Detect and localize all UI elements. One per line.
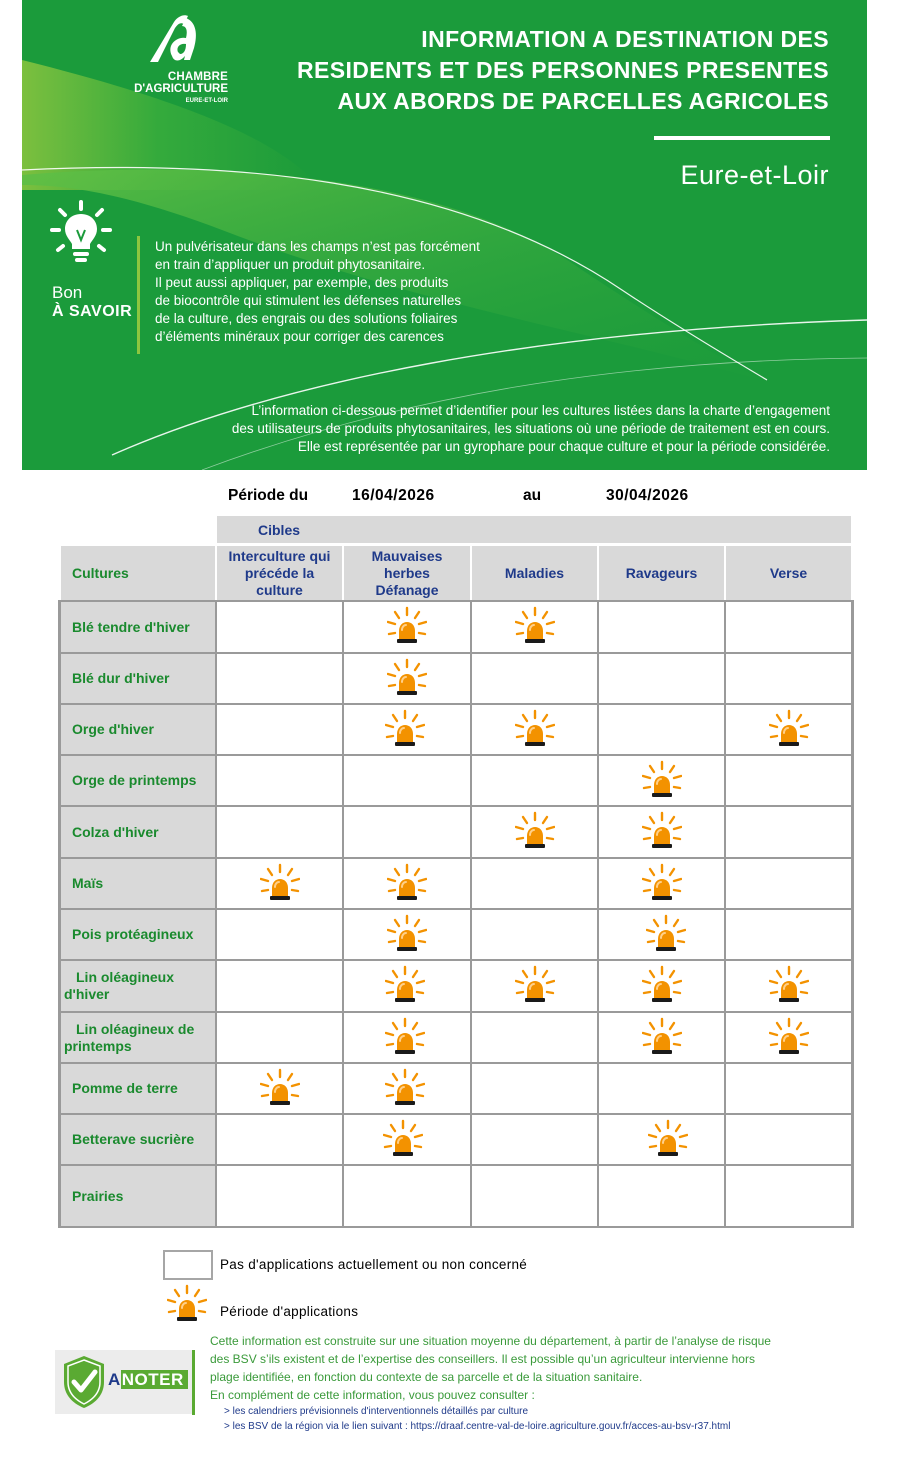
table-cell	[344, 705, 470, 754]
column-header: Ravageurs	[599, 546, 724, 600]
beacon-icon	[515, 811, 555, 849]
bon-a-savoir-line: de biocontrôle qui stimulent les défenses naturelles	[155, 293, 462, 308]
title-line: AUX ABORDS DE PARCELLES AGRICOLES	[337, 88, 829, 114]
beacon-icon	[642, 965, 682, 1003]
cultures-header: Cultures	[61, 546, 215, 600]
table-cell	[726, 756, 851, 805]
table-cell	[344, 654, 470, 703]
table-cell	[599, 807, 724, 857]
crop-name: Blé dur d'hiver	[61, 654, 215, 703]
table-cell	[726, 1064, 851, 1113]
table-cell	[472, 1115, 597, 1164]
title-line: INFORMATION A DESTINATION DES	[421, 26, 829, 52]
table-cell	[472, 705, 597, 754]
bon-a-savoir-line: de la culture, des engrais ou des solutions foliaires	[155, 311, 458, 326]
table-cell	[599, 1115, 724, 1164]
crop-name	[61, 1013, 215, 1062]
lightbulb-icon	[50, 200, 112, 266]
crop-name: Betterave sucrière	[61, 1115, 215, 1164]
beacon-icon	[769, 965, 809, 1003]
bon-a-savoir-line: Un pulvérisateur dans les champs n’est pas forcément	[155, 239, 480, 254]
table-cell	[599, 961, 724, 1011]
legend-empty-label: Pas d'applications actuellement ou non concerné	[220, 1257, 528, 1272]
table-cell	[472, 961, 597, 1011]
crop-name: Pomme de terre	[61, 1064, 215, 1113]
table-cell	[472, 602, 597, 652]
cibles-header	[217, 516, 851, 543]
beacon-icon	[646, 914, 686, 952]
table-cell	[344, 807, 470, 857]
table-cell	[726, 910, 851, 959]
table-cell	[217, 705, 342, 754]
table-cell	[217, 910, 342, 959]
column-header: Maladies	[472, 546, 597, 600]
beacon-icon	[387, 606, 427, 644]
table-cell	[472, 756, 597, 805]
table-cell	[599, 1166, 724, 1226]
title-line: RESIDENTS ET DES PERSONNES PRESENTES	[296, 57, 829, 83]
crop-name-line: Lin oléagineux	[76, 969, 175, 985]
a-noter-label	[108, 1370, 188, 1390]
beacon-icon	[387, 658, 427, 696]
table-cell	[344, 1013, 470, 1062]
table-cell	[344, 756, 470, 805]
cibles-label: Cibles	[258, 522, 301, 538]
table-cell	[217, 1064, 342, 1113]
table-cell	[344, 1166, 470, 1226]
beacon-icon	[387, 863, 427, 901]
table-cell	[726, 807, 851, 857]
crop-name: Blé tendre d'hiver	[61, 602, 215, 652]
crop-name: Orge d'hiver	[61, 705, 215, 754]
header-banner	[22, 0, 867, 470]
table-cell	[599, 1064, 724, 1113]
crop-name-line: d'hiver	[64, 986, 110, 1002]
beacon-icon	[385, 1017, 425, 1055]
logo-line-2: D'AGRICULTURE	[134, 83, 228, 95]
table-cell	[344, 910, 470, 959]
a-noter-letter: A	[108, 1370, 121, 1389]
legend-period-label: Période d'applications	[220, 1304, 359, 1319]
info-paragraph	[130, 402, 830, 456]
calendar-link[interactable]: > les calendriers prévisionnels d'interventionnels détaillés par culture	[224, 1406, 529, 1417]
crop-name-line: Lin oléagineux de	[76, 1021, 195, 1037]
bon-a-savoir-line: Il peut aussi appliquer, par exemple, des produits	[155, 275, 449, 290]
beacon-icon	[642, 811, 682, 849]
logo-line-3: EURE-ET-LOIR	[185, 98, 228, 104]
period-separator: au	[523, 487, 542, 504]
shield-check-icon	[61, 1354, 107, 1410]
bon-a-savoir-line: en train d’appliquer un produit phytosanitaire.	[155, 257, 426, 272]
page-title	[269, 24, 829, 117]
note-line: En complément de cette information, vous pouvez consulter :	[210, 1388, 535, 1402]
chambre-agriculture-logo	[118, 14, 228, 110]
beacon-icon	[769, 709, 809, 747]
beacon-icon	[387, 914, 427, 952]
table-cell	[599, 910, 724, 959]
beacon-icon	[515, 606, 555, 644]
crop-name	[61, 961, 215, 1011]
beacon-icon	[385, 965, 425, 1003]
beacon-icon	[642, 863, 682, 901]
note-line: des BSV s’ils existent et de l’expertise des conseillers. Il est possible qu’un agriculteur intervienne hors	[210, 1352, 755, 1366]
info-line: des utilisateurs de produits phytosanitaires, les situations où une période de traitement est en cours.	[231, 421, 830, 436]
a-savoir-label: À SAVOIR	[52, 303, 133, 320]
bon-a-savoir-text	[155, 238, 535, 346]
period-start-date: 16/04/2026	[352, 487, 435, 504]
note-divider	[192, 1350, 195, 1415]
beacon-icon	[260, 1068, 300, 1106]
column-header: Verse	[726, 546, 851, 600]
note-links	[224, 1404, 730, 1434]
table-cell	[472, 910, 597, 959]
beacon-icon	[385, 709, 425, 747]
bon-label: Bon	[52, 283, 83, 302]
period-label: Période du	[228, 487, 309, 504]
table-cell	[472, 654, 597, 703]
department-name: Eure-et-Loir	[680, 160, 829, 190]
beacon-icon	[648, 1119, 688, 1157]
note-text	[210, 1332, 870, 1404]
beacon-icon	[385, 1068, 425, 1106]
period-end-date: 30/04/2026	[606, 487, 689, 504]
table-cell	[344, 1115, 470, 1164]
table-cell	[726, 1166, 851, 1226]
crop-name: Maïs	[61, 859, 215, 908]
logo-line-1: CHAMBRE	[167, 71, 228, 83]
note-line: plage identifiée, en fonction du contexte de sa parcelle et de la situation sanitaire.	[210, 1370, 643, 1384]
table-cell	[726, 1115, 851, 1164]
crop-name: Orge de printemps	[61, 756, 215, 805]
title-divider	[654, 136, 830, 140]
table-cell	[344, 1064, 470, 1113]
table-cell	[599, 654, 724, 703]
table-cell	[472, 1166, 597, 1226]
table-cell	[599, 756, 724, 805]
table-cell	[217, 961, 342, 1011]
table-cell	[472, 859, 597, 908]
column-header: Interculture qui précéde la culture	[217, 546, 342, 600]
table-cell	[726, 1013, 851, 1062]
table-cell	[726, 602, 851, 652]
table-cell	[217, 756, 342, 805]
table-cell	[472, 1064, 597, 1113]
info-line: Elle est représentée par un gyrophare pour chaque culture et pour la période considérée.	[297, 439, 830, 454]
table-cell	[726, 705, 851, 754]
beacon-icon	[383, 1119, 423, 1157]
bon-a-savoir-line: d’éléments minéraux pour corriger des carences	[155, 329, 444, 344]
beacon-icon	[167, 1284, 207, 1322]
table-cell	[217, 602, 342, 652]
legend-empty-swatch	[163, 1250, 213, 1280]
table-cell	[472, 1013, 597, 1062]
crop-name: Colza d'hiver	[61, 807, 215, 857]
table-cell	[726, 654, 851, 703]
note-line: Cette information est construite sur une situation moyenne du département, à partir de l’analyse de risque	[210, 1334, 771, 1348]
beacon-icon	[260, 863, 300, 901]
beacon-icon	[515, 965, 555, 1003]
bsv-link[interactable]: > les BSV de la région via le lien suivant : https://draaf.centre-val-de-loire.agriculture.gouv.fr/acces-au-bsv-r37.html	[224, 1421, 731, 1432]
beacon-icon	[515, 709, 555, 747]
table-cell	[344, 602, 470, 652]
beacon-icon	[769, 1017, 809, 1055]
crop-name: Pois protéagineux	[61, 910, 215, 959]
table-cell	[217, 1115, 342, 1164]
beacon-icon	[642, 760, 682, 798]
table-cell	[726, 961, 851, 1011]
table-cell	[217, 1013, 342, 1062]
table-cell	[599, 705, 724, 754]
table-cell	[472, 807, 597, 857]
table-cell	[217, 654, 342, 703]
logo-a-mark	[144, 14, 204, 74]
table-cell	[217, 807, 342, 857]
column-header: Mauvaises herbes Défanage	[344, 546, 470, 600]
beacon-icon	[642, 1017, 682, 1055]
table-cell	[599, 1013, 724, 1062]
bon-a-savoir-divider	[137, 236, 140, 354]
a-noter-badge	[55, 1350, 195, 1414]
a-noter-word: NOTER	[121, 1370, 188, 1389]
crop-name-line: printemps	[64, 1038, 132, 1054]
table-cell	[726, 859, 851, 908]
table-cell	[217, 859, 342, 908]
crop-name: Prairies	[61, 1166, 215, 1226]
table-cell	[344, 961, 470, 1011]
table-cell	[344, 859, 470, 908]
table-cell	[217, 1166, 342, 1226]
table-cell	[599, 602, 724, 652]
table-cell	[599, 859, 724, 908]
info-line: L’information ci-dessous permet d’identifier pour les cultures listées dans la charte d’engagement	[251, 403, 830, 418]
